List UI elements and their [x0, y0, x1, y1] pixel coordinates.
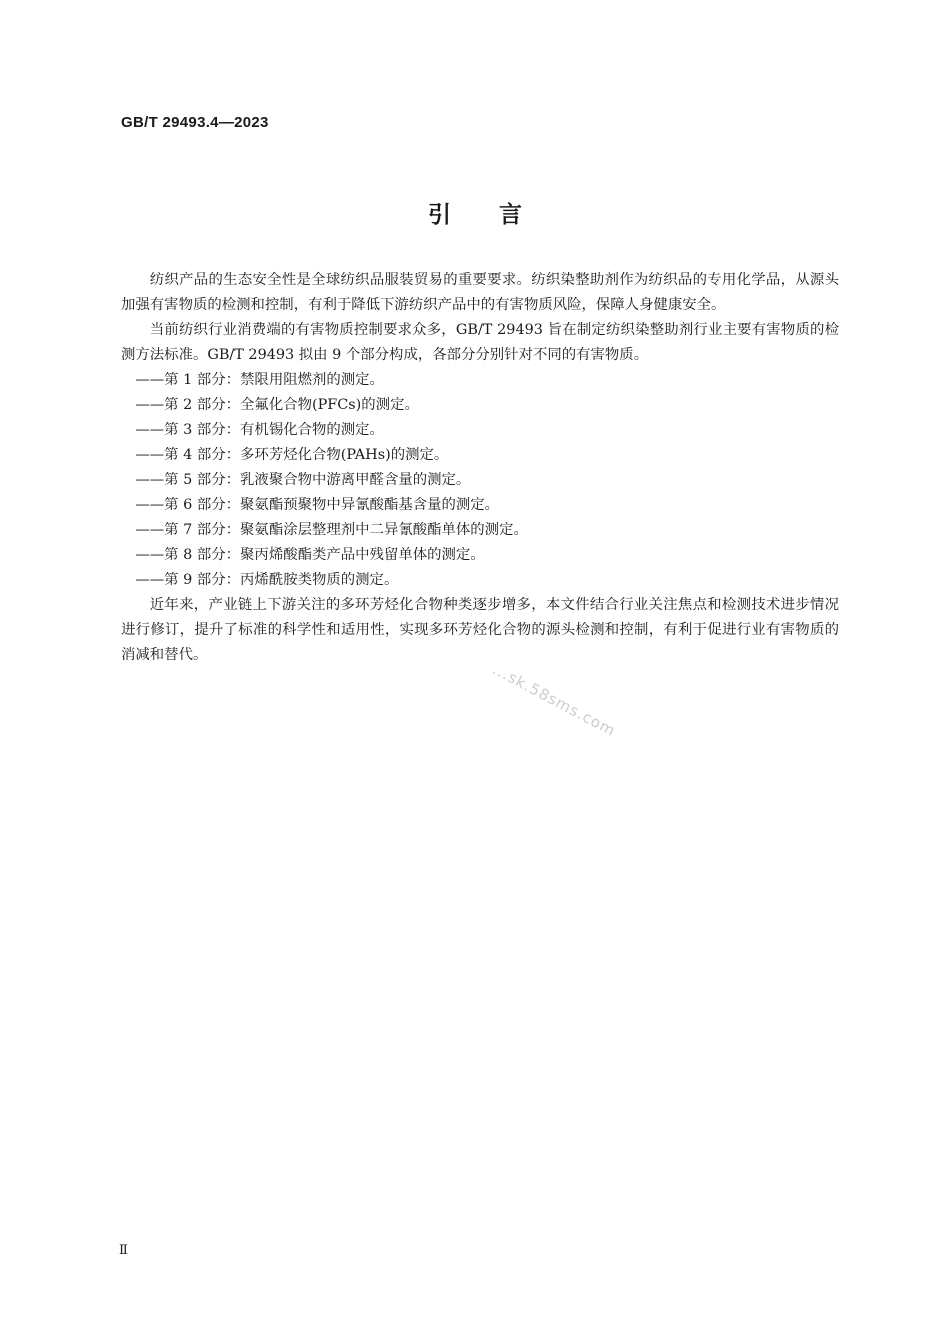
parts-list	[121, 368, 839, 593]
list-item: ——第 3 部分：有机锡化合物的测定。	[135, 422, 384, 438]
list-item: ——第 1 部分：禁限用阻燃剂的测定。	[135, 372, 384, 388]
page-number: Ⅱ	[119, 1243, 128, 1258]
list-item: ——第 2 部分：全氟化合物(PFCs)的测定。	[135, 397, 419, 413]
list-item: ——第 5 部分：乳液聚合物中游离甲醛含量的测定。	[135, 472, 471, 488]
document-body	[121, 268, 839, 668]
list-item: ——第 4 部分：多环芳烃化合物(PAHs)的测定。	[135, 447, 449, 463]
list-item: ——第 6 部分：聚氨酯预聚物中异氰酸酯基含量的测定。	[135, 497, 500, 513]
list-item: ——第 7 部分：聚氨酯涂层整理剂中二异氰酸酯单体的测定。	[135, 522, 528, 538]
intro-paragraph-1: 纺织产品的生态安全性是全球纺织品服装贸易的重要要求。纺织染整助剂作为纺织品的专用化学品，从源头加强有害物质的检测和控制，有利于降低下游纺织产品中的有害物质风险，保障人身健康安全。	[121, 272, 839, 313]
intro-paragraph-2: 当前纺织行业消费端的有害物质控制要求众多，GB/T 29493 旨在制定纺织染整助剂行业主要有害物质的检测方法标准。GB/T 29493 拟由 9 个部分构成，各部分分别针对不同的有害物质。	[121, 322, 839, 363]
standard-code: GB/T 29493.4—2023	[121, 114, 269, 131]
watermark: ...sk.58sms.com	[489, 660, 619, 741]
list-item: ——第 8 部分：聚丙烯酸酯类产品中残留单体的测定。	[135, 547, 485, 563]
list-item: ——第 9 部分：丙烯酰胺类物质的测定。	[135, 572, 399, 588]
page-title: 引言	[428, 201, 570, 228]
intro-paragraph-3: 近年来，产业链上下游关注的多环芳烃化合物种类逐步增多，本文件结合行业关注焦点和检测技术进步情况进行修订，提升了标准的科学性和适用性，实现多环芳烃化合物的源头检测和控制，有利于促进行业有害物质的消减和替代。	[121, 597, 839, 663]
